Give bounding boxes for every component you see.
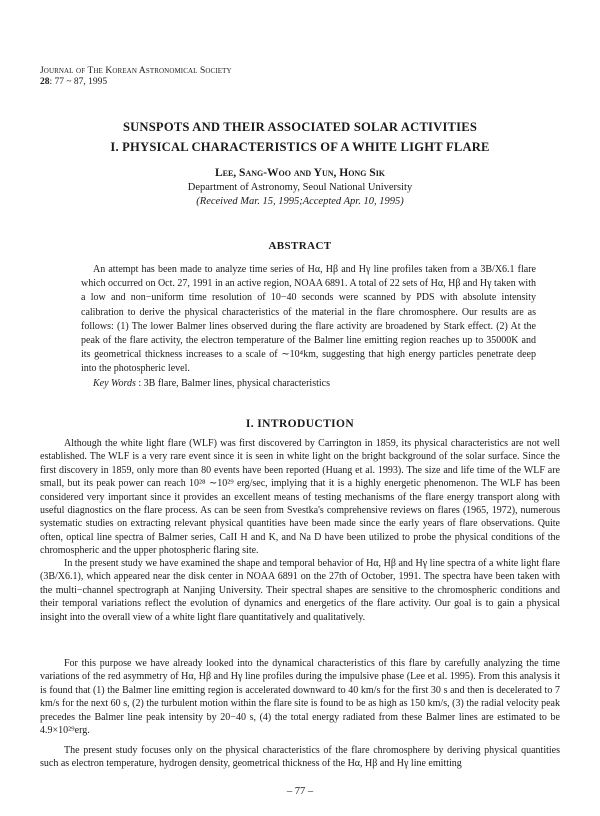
journal-name: Journal of The Korean Astronomical Society xyxy=(40,66,232,76)
keywords-label: Key Words xyxy=(93,378,136,389)
journal-pages-year: : 77 ~ 87, 1995 xyxy=(49,77,108,87)
abstract-text: An attempt has been made to analyze time series of Hα, Hβ and Hγ line profiles taken from a 3B/X6.1 flare which occurred on Oct. 27, 1991 in an active region, NOAA 6891. A total of 22 sets of Hα, Hβ and Hγ taken with a low and non−uniform time resolution of 10−40 seconds were scanned by PDS with absolute intensity calibration to derive the physical characteristics of the material in the flare chromosphere. Our results are as follows: (1) The lower Balmer lines observed during the flare activity are broadened by Stark effect. (2) At the peak of the flare activity, the electron temperature of the Balmer line emitting region reaches up to 35000K and its geometrical thickness increases to a scale of ∼10⁴km, suggesting that high energy particles penetrate deep into the photospheric level. xyxy=(81,264,536,375)
journal-volume: 28 xyxy=(40,77,50,87)
intro-paragraph-2: In the present study we have examined the shape and temporal behavior of Hα, Hβ and Hγ line spectra of a white light flare (3B/X6.1), which appeared near the disk center in NOAA 6891 on the 27th of October, 1991. The spectra have been taken with the multi−channel spectrograph at Nanjing University. Their spectral shapes are sensitive to the chromospheric conditions and their temporal variations reflect the evolution of dynamics and energetics of the flare activity. Our goal is to gain a physical insight into the overall view of a white light flare quantitatively and qualitatively. xyxy=(40,558,560,623)
paper-title-line-1: SUNSPOTS AND THEIR ASSOCIATED SOLAR ACTIVITIES xyxy=(122,120,478,134)
intro-paragraph-1: Although the white light flare (WLF) was first discovered by Carrington in 1859, its physical characteristics are not well established. The WLF is a very rare event since it is seen in white light on the bright background of the solar surface. Since the first discovery in 1859, only more than 80 events have been reported (Huang et al. 1993). The size and life time of the WLF are small, but its peak power can reach 10²⁸ ∼10²⁹ erg/sec, implying that it is a highly energetic phenomenon. The WLF has been considered very important since it provides an excellent means of testing mechanisms of the flare energy transport along with useful diagnostics on the flare process. As can be seen from Svestka's comprehensive reviews on flares (1965, 1972), numerous systematic studies on extracting relevant physical quantities have been made since the early years of flare observations. Quite often, optical line spectra of Balmer series, CaII H and K, and Na D have been utilized to probe the physical conditions of the chromospheric and the upper photospheric flaring site. xyxy=(40,438,560,557)
introduction-heading: I. INTRODUCTION xyxy=(245,418,355,430)
keywords xyxy=(93,378,330,389)
abstract-heading: ABSTRACT xyxy=(268,240,332,252)
affiliation: Department of Astronomy, Seoul National University xyxy=(187,182,413,193)
keywords-text: : 3B flare, Balmer lines, physical characteristics xyxy=(138,378,330,389)
journal-header xyxy=(40,66,232,88)
authors: Lee, Sang-Woo and Yun, Hong Sik xyxy=(214,167,386,179)
page-number: – 77 – xyxy=(286,786,314,797)
journal-volume-line xyxy=(40,77,232,88)
received-accepted-dates: (Received Mar. 15, 1995;Accepted Apr. 10, 1995) xyxy=(196,196,404,207)
intro-paragraph-4: The present study focuses only on the physical characteristics of the flare chromosphere by deriving physical quantities such as electron temperature, hydrogen density, geometrical thickness of the Hα, Hβ and Hγ line emitting xyxy=(40,745,560,770)
intro-paragraph-3: For this purpose we have already looked into the dynamical characteristics of this flare by carefully analyzing the time variations of the red asymmetry of Hα, Hβ and Hγ line profiles during the impulsive phase (Lee et al. 1995). From this analysis it is found that (1) the Balmer line emitting region is accelerated downward to 40 km/s for the first 30 s and then is decelerated to 7 km/s for the next 60 s, (2) the turbulent motion within the flare site is found to be as high as 150 km/s, (3) the radial velocity peak precedes the Balmer line peak intensity by 20−40 s, (4) the total energy radiated from these Balmer lines are estimated to be 4.9×10²⁹erg. xyxy=(40,658,560,737)
paper-title-line-2: I. PHYSICAL CHARACTERISTICS OF A WHITE LIGHT FLARE xyxy=(110,140,490,154)
